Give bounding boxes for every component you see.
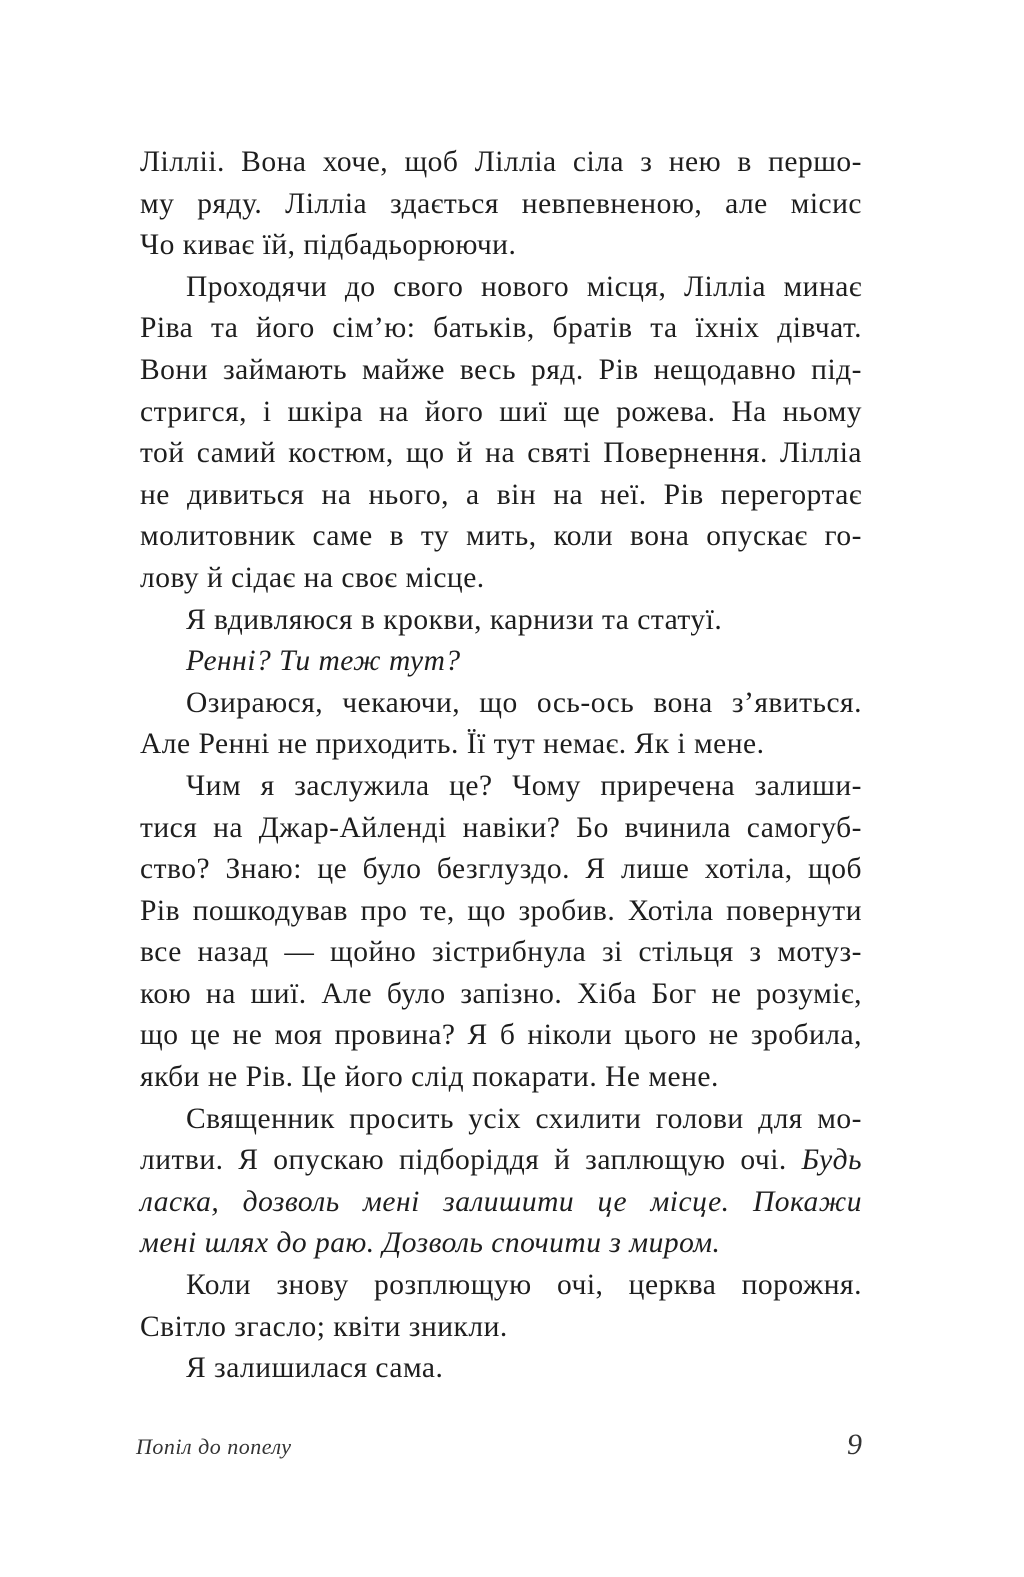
text-line-content: литви. Я опускаю підборіддя й заплющую очі. bbox=[140, 1144, 787, 1177]
text-line bbox=[140, 392, 862, 434]
text-line-content: якби не Рів. Це його слід покарати. Не мене. bbox=[140, 1061, 719, 1094]
text-line-content: ство? Знаю: це було безглуздо. Я лише хотіла, щоб bbox=[140, 853, 862, 886]
text-line-content: Я вдивляюся в крокви, карнизи та статуї. bbox=[186, 603, 723, 636]
text-line bbox=[140, 1140, 862, 1182]
text-line-content: лову й сідає на своє місце. bbox=[140, 561, 485, 594]
text-line-content: що це не моя провина? Я б ніколи цього не зробила, bbox=[140, 1019, 862, 1052]
page-number: 9 bbox=[847, 1428, 862, 1461]
text-line-content: Лілліі. Вона хоче, щоб Лілліа сіла з нею в першо- bbox=[140, 146, 862, 178]
text-line-content: Коли знову розплющую очі, церква порожня. bbox=[186, 1269, 862, 1302]
text-line-content: той самий костюм, що й на святі Повернення. Лілліа bbox=[140, 437, 862, 470]
text-line bbox=[140, 932, 862, 974]
text-line bbox=[140, 516, 862, 558]
text-line bbox=[140, 724, 862, 766]
text-line-content: тися на Джар-Айленді навіки? Бо вчинила самогуб- bbox=[140, 811, 862, 844]
text-line bbox=[140, 808, 862, 850]
text-line bbox=[140, 225, 862, 267]
text-line bbox=[140, 1265, 862, 1307]
text-line-content: Чо киває їй, підбадьорюючи. bbox=[140, 229, 517, 262]
text-line bbox=[140, 142, 862, 184]
text-line-content: Ренні? Ти теж тут? bbox=[186, 645, 461, 678]
text-line-content: стригся, і шкіра на його шиї ще рожева. На ньому bbox=[140, 395, 862, 428]
text-line bbox=[140, 766, 862, 808]
text-line-content: мені шлях до раю. Дозволь спочити з миром. bbox=[140, 1227, 721, 1260]
text-line bbox=[140, 974, 862, 1016]
text-line bbox=[140, 891, 862, 933]
text-line-content: ласка, дозволь мені залишити це місце. Покажи bbox=[140, 1185, 862, 1218]
text-line-italic-tail: Будь bbox=[801, 1144, 862, 1177]
text-line-content: Світло згасло; квіти зникли. bbox=[140, 1310, 508, 1343]
text-line-content: молитовник саме в ту мить, коли вона опускає го- bbox=[140, 520, 862, 553]
text-line bbox=[140, 1348, 862, 1390]
text-line bbox=[140, 849, 862, 891]
text-line-content: Проходячи до свого нового місця, Лілліа минає bbox=[186, 270, 862, 303]
text-line bbox=[140, 683, 862, 725]
text-line bbox=[140, 1015, 862, 1057]
text-line bbox=[140, 1057, 862, 1099]
text-line-content: кою на шиї. Але було запізно. Хіба Бог не розуміє, bbox=[140, 977, 862, 1010]
text-line bbox=[140, 308, 862, 350]
text-line bbox=[140, 1223, 862, 1265]
text-line-content: Але Ренні не приходить. Її тут немає. Як і мене. bbox=[140, 728, 765, 761]
text-line bbox=[140, 433, 862, 475]
text-line-content: му ряду. Лілліа здається невпевненою, але місис bbox=[140, 187, 862, 220]
text-line-content: Рів пошкодував про те, що зробив. Хотіла повернути bbox=[140, 894, 862, 927]
running-title: Попіл до попелу bbox=[136, 1434, 292, 1459]
text-line bbox=[140, 1182, 862, 1224]
text-line-content: Вони займають майже весь ряд. Рів нещодавно під- bbox=[140, 353, 862, 386]
text-line bbox=[140, 267, 862, 309]
body-text bbox=[140, 142, 862, 1390]
text-line-content: все назад — щойно зістрибнула зі стільця з мотуз- bbox=[140, 936, 862, 969]
text-line-content: не дивиться на нього, а він на неї. Рів перегортає bbox=[140, 478, 862, 511]
text-line-content: Священник просить усіх схилити голови для мо- bbox=[186, 1102, 862, 1135]
text-line bbox=[140, 1307, 862, 1349]
text-line bbox=[140, 184, 862, 226]
text-line bbox=[140, 600, 862, 642]
text-line bbox=[140, 641, 862, 683]
text-line bbox=[140, 350, 862, 392]
text-line-content: Озираюся, чекаючи, що ось-ось вона з’явиться. bbox=[186, 686, 862, 719]
text-line-content: Чим я заслужила це? Чому приречена залиши- bbox=[186, 769, 862, 802]
text-line bbox=[140, 558, 862, 600]
text-line bbox=[140, 1099, 862, 1141]
text-line bbox=[140, 475, 862, 517]
text-line-content: Я залишилася сама. bbox=[186, 1352, 444, 1385]
text-line-content: Ріва та його сім’ю: батьків, братів та їхніх дівчат. bbox=[140, 312, 862, 345]
